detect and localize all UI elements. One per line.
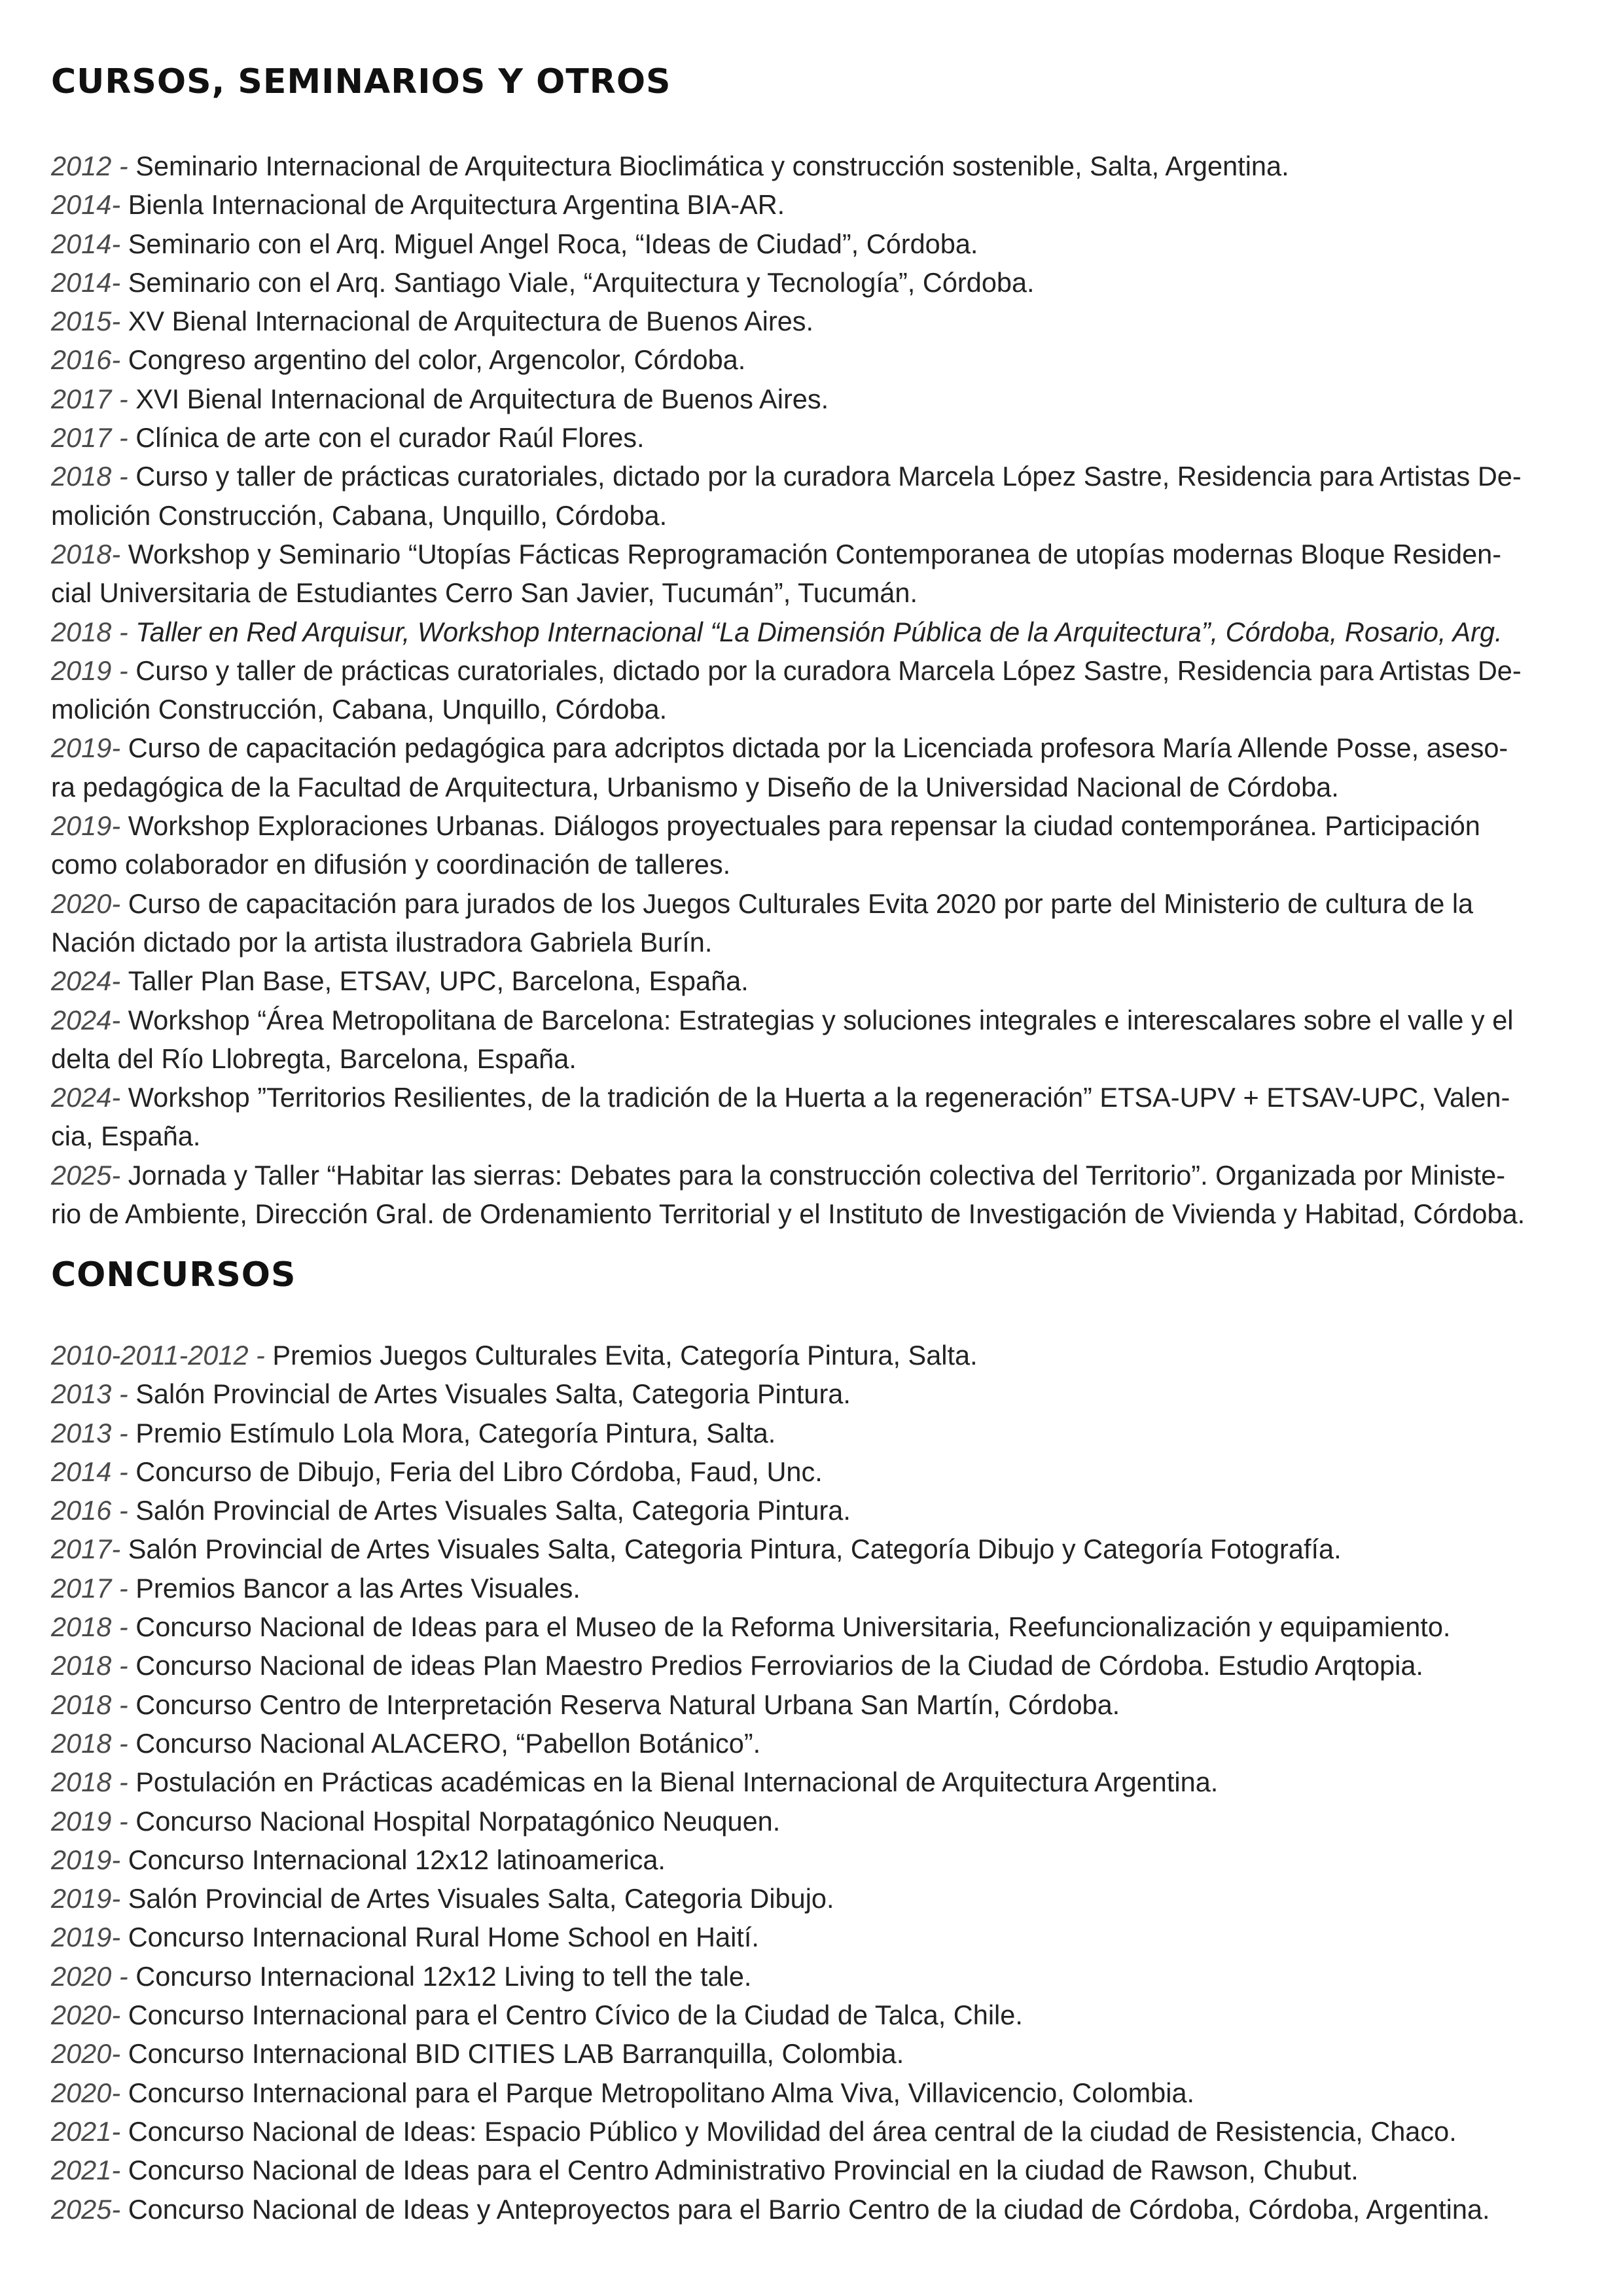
- entry-text: Premios Juegos Culturales Evita, Categoría Pintura, Salta.: [272, 1340, 978, 1371]
- entry-text: Concurso Nacional de Ideas: Espacio Público y Movilidad del área central de la ciudad de Resistencia, Chaco.: [128, 2115, 1457, 2147]
- entry-separator: -: [111, 2000, 128, 2031]
- entry-year: 2015: [51, 306, 112, 337]
- entry-year: 2014: [51, 189, 112, 221]
- entry-separator: -: [111, 1417, 136, 1448]
- entry-separator: -: [111, 306, 128, 337]
- entry-year: 2024: [51, 1082, 112, 1113]
- entry-separator: -: [111, 2193, 128, 2225]
- entry-year: 2024: [51, 965, 112, 997]
- entry-line: [51, 302, 1582, 340]
- entry-line: [51, 1078, 1582, 1117]
- entry-year: 2024: [51, 1004, 112, 1035]
- entry-text: Concurso Nacional de Ideas para el Centro Administrativo Provincial en la ciudad de Rawson, Chubut.: [128, 2155, 1359, 2186]
- entry-text: Salón Provincial de Artes Visuales Salta, Categoria Pintura.: [135, 1378, 851, 1410]
- entry-line: [51, 1646, 1582, 1685]
- entry-year: 2018: [51, 538, 112, 569]
- entry-line: [51, 961, 1582, 1000]
- entry-year: 2019: [51, 732, 112, 764]
- entry-line: [51, 1530, 1582, 1568]
- section-cursos: [51, 62, 1582, 1233]
- entry-year: 2018: [51, 1650, 112, 1681]
- entry-text: Premios Bancor a las Artes Visuales.: [135, 1572, 580, 1604]
- entry-line: [51, 340, 1582, 379]
- entry-text: Premio Estímulo Lola Mora, Categoría Pintura, Salta.: [135, 1417, 776, 1448]
- entry-separator: -: [111, 1844, 128, 1875]
- entry-line: [51, 923, 1582, 961]
- entry-year: 2010-2011-2012: [51, 1340, 249, 1371]
- entry-line: [51, 1607, 1582, 1646]
- entry-separator: -: [111, 1805, 136, 1837]
- entry-separator: -: [111, 888, 128, 919]
- entry-text: Postulación en Prácticas académicas en la Bienal Internacional de Arquitectura Argentina.: [135, 1767, 1219, 1798]
- entry-line: [51, 1001, 1582, 1039]
- entry-text: Workshop Exploraciones Urbanas. Diálogos proyectuales para repensar la ciudad contemporánea. Participación: [128, 810, 1480, 842]
- entry-year: 2018: [51, 461, 112, 492]
- entry-separator: -: [111, 2155, 128, 2186]
- entry-year: 2019: [51, 810, 112, 842]
- entry-separator: -: [111, 1495, 136, 1526]
- entry-separator: -: [111, 344, 128, 376]
- entry-text: Workshop ”Territorios Resilientes, de la tradición de la Huerta a la regeneración” ETSA-UPV + ETSAV-UPC, Valen-: [128, 1082, 1510, 1113]
- entry-year: 2019: [51, 655, 112, 686]
- entry-line: [51, 263, 1582, 302]
- entry-line: [51, 1879, 1582, 1918]
- entry-year: 2017: [51, 1534, 112, 1565]
- entry-text: como colaborador en difusión y coordinación de talleres.: [51, 849, 731, 880]
- entry-text: Salón Provincial de Artes Visuales Salta, Categoria Pintura.: [135, 1495, 851, 1526]
- entry-line: [51, 1918, 1582, 1956]
- entry-text: Taller en Red Arquisur, Workshop Internacional “La Dimensión Pública de la Arquitectura”, Córdoba, Rosario, Arg.: [135, 616, 1503, 647]
- entry-year: 2019: [51, 1883, 112, 1914]
- entry-line: [51, 147, 1582, 185]
- entry-separator: -: [111, 2077, 128, 2108]
- entry-separator: -: [111, 1159, 128, 1191]
- entry-separator: -: [111, 538, 128, 569]
- entry-text: Curso y taller de prácticas curatoriales, dictado por la curadora Marcela López Sastre, Residencia para Artistas De-: [135, 461, 1522, 492]
- entry-line: [51, 1763, 1582, 1801]
- entry-line: [51, 690, 1582, 728]
- entry-line: [51, 2073, 1582, 2112]
- entry-line: [51, 496, 1582, 535]
- entry-year: 2016: [51, 1495, 112, 1526]
- entry-list: [51, 1336, 1582, 2229]
- entry-text: Salón Provincial de Artes Visuales Salta, Categoria Dibujo.: [128, 1883, 834, 1914]
- entry-text: Concurso Nacional ALACERO, “Pabellon Botánico”.: [135, 1727, 761, 1759]
- entry-text: Concurso Internacional para el Parque Metropolitano Alma Viva, Villavicencio, Colombia.: [128, 2077, 1195, 2108]
- entry-year: 2012: [51, 151, 112, 181]
- entry-line: [51, 1336, 1582, 1374]
- entry-separator: -: [111, 1650, 136, 1681]
- entry-text: Curso y taller de prácticas curatoriales, dictado por la curadora Marcela López Sastre, Residencia para Artistas De-: [135, 655, 1522, 686]
- entry-year: 2025: [51, 1159, 112, 1191]
- entry-text: Seminario con el Arq. Miguel Angel Roca, “Ideas de Ciudad”, Córdoba.: [128, 228, 978, 259]
- entry-separator: -: [111, 189, 128, 221]
- entry-separator: -: [111, 655, 136, 686]
- entry-line: [51, 1452, 1582, 1491]
- entry-separator: -: [111, 266, 128, 298]
- entry-text: XVI Bienal Internacional de Arquitectura de Buenos Aires.: [135, 383, 829, 414]
- entry-separator: -: [111, 422, 136, 454]
- entry-line: [51, 613, 1582, 651]
- entry-line: [51, 1156, 1582, 1194]
- entry-line: [51, 1802, 1582, 1840]
- entry-line: [51, 457, 1582, 495]
- entry-year: 2013: [51, 1378, 112, 1410]
- entry-separator: -: [111, 1767, 136, 1798]
- entry-separator: -: [111, 2115, 128, 2147]
- entry-separator: -: [111, 616, 136, 647]
- section-concursos: [51, 1255, 1582, 2229]
- entry-text: Salón Provincial de Artes Visuales Salta, Categoria Pintura, Categoría Dibujo y Categoría Fotografía.: [128, 1534, 1342, 1565]
- section-title: CONCURSOS: [51, 1255, 296, 1295]
- entry-separator: -: [111, 1611, 136, 1643]
- entry-line: [51, 1194, 1582, 1233]
- entry-separator: -: [111, 810, 128, 842]
- section-title: CURSOS, SEMINARIOS Y OTROS: [51, 62, 671, 101]
- entry-line: [51, 1374, 1582, 1413]
- entry-separator: -: [111, 1689, 136, 1720]
- entry-line: [51, 728, 1582, 767]
- entry-line: [51, 1117, 1582, 1155]
- entry-year: 2018: [51, 1689, 112, 1720]
- entry-year: 2017: [51, 1572, 112, 1604]
- entry-text: Jornada y Taller “Habitar las sierras: Debates para la construcción colectiva del Territorio”. Organizada por Ministe-: [128, 1159, 1506, 1191]
- entry-year: 2014: [51, 1456, 112, 1487]
- entry-separator: -: [111, 2038, 128, 2070]
- entry-line: [51, 1840, 1582, 1879]
- entry-separator: -: [111, 461, 136, 492]
- entry-text: molición Construcción, Cabana, Unquillo, Córdoba.: [51, 499, 668, 531]
- entry-line: [51, 845, 1582, 884]
- entry-line: [51, 1724, 1582, 1763]
- entry-text: ra pedagógica de la Facultad de Arquitectura, Urbanismo y Diseño de la Universidad Nacional de Córdoba.: [51, 771, 1339, 802]
- entry-text: XV Bienal Internacional de Arquitectura de Buenos Aires.: [128, 306, 814, 337]
- entry-text: cial Universitaria de Estudiantes Cerro San Javier, Tucumán”, Tucumán.: [51, 577, 918, 609]
- entry-text: Seminario con el Arq. Santiago Viale, “Arquitectura y Tecnología”, Córdoba.: [128, 266, 1035, 298]
- entry-year: 2018: [51, 1767, 112, 1798]
- entry-year: 2014: [51, 266, 112, 298]
- entry-text: Workshop y Seminario “Utopías Fácticas Reprogramación Contemporanea de utopías modernas Bloque Residen-: [128, 538, 1502, 569]
- entry-year: 2017: [51, 422, 112, 454]
- entry-year: 2013: [51, 1417, 112, 1448]
- entry-line: [51, 1685, 1582, 1724]
- entry-line: [51, 1996, 1582, 2034]
- entry-year: 2020: [51, 1960, 112, 1992]
- entry-text: Congreso argentino del color, Argencolor, Córdoba.: [128, 344, 746, 376]
- entry-list: [51, 147, 1582, 1233]
- entry-text: Concurso Nacional de Ideas y Anteproyectos para el Barrio Centro de la ciudad de Córdoba, Córdoba, Argentina.: [128, 2193, 1490, 2225]
- entry-line: [51, 535, 1582, 573]
- entry-year: 2019: [51, 1805, 112, 1837]
- entry-line: [51, 418, 1582, 457]
- entry-text: Concurso Internacional Rural Home School en Haití.: [128, 1922, 759, 1953]
- entry-separator: -: [111, 1727, 136, 1759]
- entry-year: 2019: [51, 1844, 112, 1875]
- entry-text: Concurso de Dibujo, Feria del Libro Córdoba, Faud, Unc.: [135, 1456, 823, 1487]
- entry-line: [51, 380, 1582, 418]
- entry-separator: -: [111, 1378, 136, 1410]
- entry-separator: -: [111, 965, 128, 997]
- entry-year: 2017: [51, 383, 112, 414]
- entry-text: Taller Plan Base, ETSAV, UPC, Barcelona, España.: [128, 965, 749, 997]
- entry-line: [51, 806, 1582, 845]
- entry-line: [51, 2190, 1582, 2229]
- entry-year: 2020: [51, 2000, 112, 2031]
- entry-text: rio de Ambiente, Dirección Gral. de Ordenamiento Territorial y el Instituto de Investigación de Vivienda y Habitad, Córdoba.: [51, 1198, 1525, 1230]
- entry-text: Nación dictado por la artista ilustradora Gabriela Burín.: [51, 926, 713, 958]
- entry-separator: -: [111, 228, 128, 259]
- entry-text: Concurso Nacional de Ideas para el Museo de la Reforma Universitaria, Reefuncionalización y equipamiento.: [135, 1611, 1451, 1643]
- entry-year: 2018: [51, 1611, 112, 1643]
- entry-year: 2020: [51, 2077, 112, 2108]
- entry-text: Seminario Internacional de Arquitectura Bioclimática y construcción sostenible, Salta, Argentina.: [135, 151, 1289, 181]
- entry-line: [51, 1957, 1582, 1996]
- entry-text: Curso de capacitación para jurados de los Juegos Culturales Evita 2020 por parte del Ministerio de cultura de la: [128, 888, 1474, 919]
- entry-line: [51, 884, 1582, 923]
- entry-text: Curso de capacitación pedagógica para adcriptos dictada por la Licenciada profesora María Allende Posse, aseso-: [128, 732, 1508, 764]
- entry-separator: -: [111, 732, 128, 764]
- entry-separator: -: [111, 1004, 128, 1035]
- entry-text: Concurso Centro de Interpretación Reserva Natural Urbana San Martín, Córdoba.: [135, 1689, 1120, 1720]
- entry-text: delta del Río Llobregta, Barcelona, España.: [51, 1043, 577, 1074]
- entry-text: cia, España.: [51, 1121, 201, 1152]
- entry-year: 2014: [51, 228, 112, 259]
- entry-separator: -: [111, 1082, 128, 1113]
- entry-year: 2018: [51, 616, 112, 647]
- entry-line: [51, 2112, 1582, 2151]
- entry-separator: -: [248, 1340, 273, 1371]
- entry-year: 2019: [51, 1922, 112, 1953]
- entry-text: Concurso Internacional 12x12 latinoamerica.: [128, 1844, 666, 1875]
- entry-text: Concurso Nacional Hospital Norpatagónico Neuquen.: [135, 1805, 781, 1837]
- entry-year: 2018: [51, 1727, 112, 1759]
- entry-line: [51, 768, 1582, 806]
- entry-year: 2016: [51, 344, 112, 376]
- entry-text: Workshop “Área Metropolitana de Barcelona: Estrategias y soluciones integrales e interescalares sobre el valle y el: [128, 1004, 1514, 1035]
- entry-line: [51, 2034, 1582, 2073]
- entry-separator: -: [111, 1534, 128, 1565]
- entry-line: [51, 2151, 1582, 2189]
- entry-line: [51, 1569, 1582, 1607]
- entry-text: Bienla Internacional de Arquitectura Argentina BIA-AR.: [128, 189, 785, 221]
- entry-line: [51, 651, 1582, 690]
- entry-year: 2020: [51, 888, 112, 919]
- entry-line: [51, 1491, 1582, 1530]
- entry-separator: -: [111, 1960, 136, 1992]
- entry-line: [51, 224, 1582, 263]
- entry-text: Concurso Internacional para el Centro Cívico de la Ciudad de Talca, Chile.: [128, 2000, 1023, 2031]
- entry-text: Clínica de arte con el curador Raúl Flores.: [135, 422, 645, 454]
- entry-text: Concurso Nacional de ideas Plan Maestro Predios Ferroviarios de la Ciudad de Córdoba. Estudio Arqtopia.: [135, 1650, 1423, 1681]
- entry-text: Concurso Internacional BID CITIES LAB Barranquilla, Colombia.: [128, 2038, 904, 2070]
- entry-separator: -: [111, 1456, 136, 1487]
- entry-year: 2021: [51, 2115, 112, 2147]
- entry-separator: -: [111, 151, 136, 181]
- entry-year: 2025: [51, 2193, 112, 2225]
- entry-year: 2020: [51, 2038, 112, 2070]
- entry-line: [51, 1039, 1582, 1078]
- entry-separator: -: [111, 1922, 128, 1953]
- entry-text: Concurso Internacional 12x12 Living to tell the tale.: [135, 1960, 752, 1992]
- entry-separator: -: [111, 1572, 136, 1604]
- entry-year: 2021: [51, 2155, 112, 2186]
- entry-line: [51, 185, 1582, 224]
- entry-text: molición Construcción, Cabana, Unquillo, Córdoba.: [51, 694, 668, 725]
- entry-separator: -: [111, 383, 136, 414]
- entry-line: [51, 573, 1582, 612]
- entry-separator: -: [111, 1883, 128, 1914]
- entry-line: [51, 1414, 1582, 1452]
